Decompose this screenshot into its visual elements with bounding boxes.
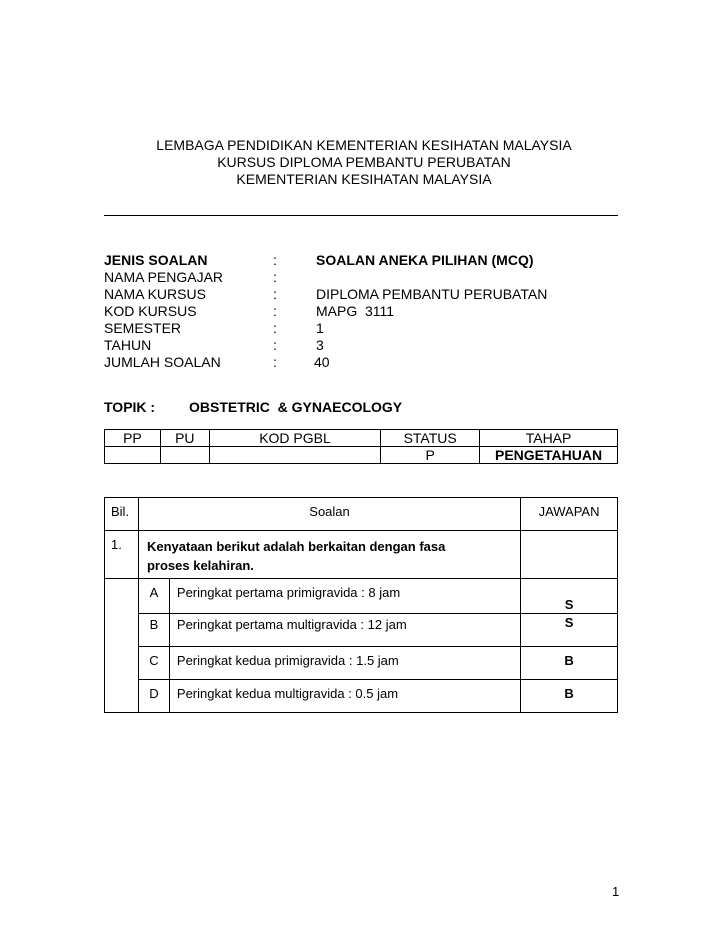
info-row-jenis-soalan [104, 251, 624, 269]
info-value: MAPG 3111 [316, 303, 395, 319]
meta-value-row [105, 447, 618, 464]
meta-value-pp [105, 447, 161, 464]
info-colon: : [273, 303, 277, 319]
info-label: TAHUN [104, 337, 152, 353]
option-row-a [105, 579, 618, 614]
header-soalan: Soalan [138, 498, 520, 531]
topic-row [104, 398, 624, 416]
option-letter: C [138, 647, 169, 680]
meta-header-status: STATUS [381, 430, 480, 447]
meta-header-pp: PP [105, 430, 161, 447]
info-row-semester [104, 319, 624, 337]
info-value: DIPLOMA PEMBANTU PERUBATAN [316, 286, 548, 302]
header-bil: Bil. [105, 498, 139, 531]
question-text-line-1: Kenyataan berikut adalah berkaitan dengan fasa [146, 539, 446, 554]
info-value: 3 [316, 337, 324, 353]
info-row-tahun [104, 336, 624, 354]
question-text-line-2: proses kelahiran. [146, 558, 254, 573]
option-row-d [105, 680, 618, 713]
meta-table [104, 429, 618, 464]
meta-header-tahap: TAHAP [480, 430, 618, 447]
header-jawapan: JAWAPAN [521, 498, 618, 531]
info-label: KOD KURSUS [104, 303, 197, 319]
meta-header-kod-pgbl: KOD PGBL [209, 430, 381, 447]
info-row-nama-pengajar [104, 268, 624, 286]
info-label: SEMESTER [104, 320, 182, 336]
option-text: Peringkat pertama multigravida : 12 jam [169, 614, 520, 647]
info-colon: : [273, 286, 277, 302]
header-line-3: KEMENTERIAN KESIHATAN MALAYSIA [236, 171, 492, 187]
meta-value-pu [160, 447, 209, 464]
info-value: 40 [314, 354, 330, 370]
topic-value: OBSTETRIC & GYNAECOLOGY [189, 399, 403, 415]
info-label: JUMLAH SOALAN [104, 354, 221, 370]
info-row-jumlah-soalan [104, 353, 624, 371]
question-header-row [105, 498, 618, 531]
option-row-b [105, 614, 618, 647]
page-number: 1 [612, 884, 620, 899]
info-colon: : [273, 354, 277, 370]
info-colon: : [273, 252, 277, 268]
meta-header-row [105, 430, 618, 447]
option-answer: S [521, 614, 618, 647]
meta-value-kod-pgbl [209, 447, 381, 464]
info-label: NAMA KURSUS [104, 286, 206, 302]
meta-value-status: P [381, 447, 480, 464]
option-letter: D [138, 680, 169, 713]
info-row-nama-kursus [104, 285, 624, 303]
info-value: SOALAN ANEKA PILIHAN (MCQ) [316, 252, 534, 268]
info-label: NAMA PENGAJAR [104, 269, 224, 285]
info-row-kod-kursus [104, 302, 624, 320]
header-line-2: KURSUS DIPLOMA PEMBANTU PERUBATAN [217, 154, 511, 170]
option-letter: A [138, 579, 169, 614]
option-row-c [105, 647, 618, 680]
info-colon: : [273, 320, 277, 336]
info-colon: : [273, 337, 277, 353]
meta-value-tahap: PENGETAHUAN [480, 447, 618, 464]
option-letter: B [138, 614, 169, 647]
header-line-1: LEMBAGA PENDIDIKAN KEMENTERIAN KESIHATAN MALAYSIA [156, 137, 572, 153]
header-divider [104, 215, 618, 216]
topic-label: TOPIK : [104, 399, 156, 415]
option-text: Peringkat kedua multigravida : 0.5 jam [169, 680, 520, 713]
meta-header-pu: PU [160, 430, 209, 447]
info-colon: : [273, 269, 277, 285]
option-text: Peringkat kedua primigravida : 1.5 jam [169, 647, 520, 680]
question-answer-empty [521, 531, 618, 579]
question-row [105, 531, 618, 579]
bil-spacer [105, 579, 139, 713]
question-text [138, 531, 520, 579]
info-label: JENIS SOALAN [104, 252, 208, 268]
option-answer: B [521, 680, 618, 713]
info-value: 1 [316, 320, 324, 336]
option-answer: S [521, 579, 618, 614]
option-text: Peringkat pertama primigravida : 8 jam [169, 579, 520, 614]
question-number: 1. [105, 531, 139, 579]
option-answer: B [521, 647, 618, 680]
question-table [104, 497, 618, 713]
